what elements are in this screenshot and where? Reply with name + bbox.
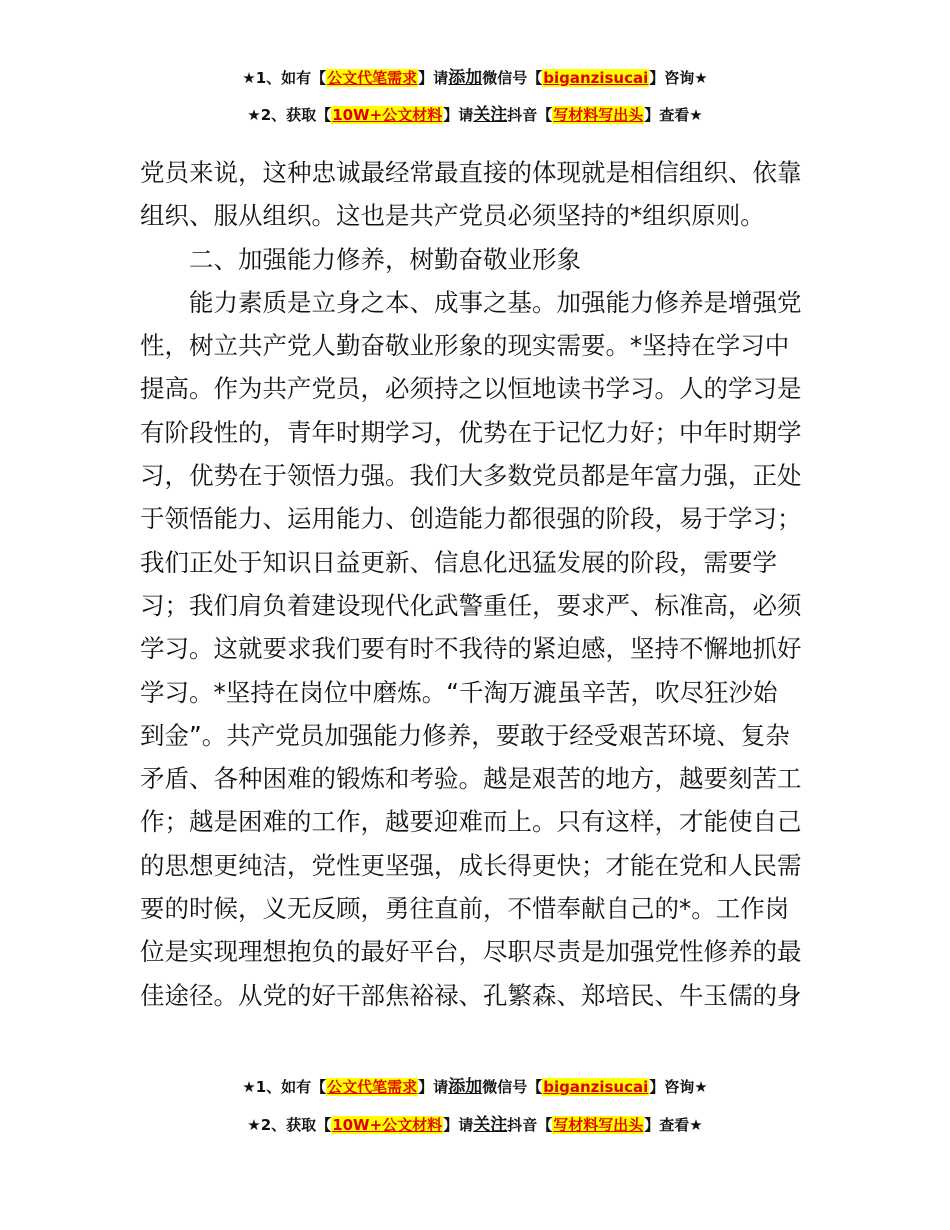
promo-highlight: 写材料写出头 [553,1116,644,1134]
text-line: 的思想更纯洁，党性更坚强，成长得更快；才能在党和人民需 [140,850,802,880]
promo-highlight: 写材料写出头 [553,106,644,124]
header-promo-line-1 [0,67,950,89]
promo-text: 微信号【 [482,69,543,87]
promo-text: 】查看★ [644,106,703,124]
promo-highlight: biganzisucai [543,1078,649,1096]
text-line: 习，优势在于领悟力强。我们大多数党员都是年富力强，正处 [140,461,802,491]
text-line: 位是实现理想抱负的最好平台，尽职尽责是加强党性修养的最 [140,937,802,967]
promo-text: 】咨询★ [649,69,708,87]
paragraph-continued [140,151,820,238]
text-line: 党员来说，这种忠诚最经常最直接的体现就是相信组织、依靠 [140,158,802,187]
promo-highlight: 10W+公文材料 [332,106,443,124]
promo-text: ★1、如有【 [242,69,327,87]
section-heading [140,238,820,281]
text-line: 我们正处于知识日益更新、信息化迅猛发展的阶段，需要学 [140,547,777,577]
promo-underlined: 关注 [473,1115,508,1135]
text-line: 性，树立共产党人勤奋敬业形象的现实需要。*坚持在学习中 [140,331,790,361]
promo-text: 微信号【 [482,1078,543,1096]
text-line: 习；我们肩负着建设现代化武警重任，要求严、标准高，必须 [140,590,802,620]
promo-text: ★2、获取【 [247,1116,332,1134]
promo-highlight: 公文代笔需求 [327,69,418,87]
promo-text: 】请 [443,106,474,124]
promo-highlight: biganzisucai [543,69,649,87]
promo-underlined: 关注 [473,105,508,125]
footer-promo-line-1 [0,1076,950,1098]
header-promo-line-2 [0,104,950,126]
promo-underlined: 添加 [448,68,483,88]
promo-text: 抖音【 [507,106,553,124]
text-line: 能力素质是立身之本、成事之基。加强能力修养是增强党 [189,287,802,317]
text-line: 于领悟能力、运用能力、创造能力都很强的阶段，易于学习； [140,504,802,534]
promo-text: 抖音【 [507,1116,553,1134]
promo-text: 】请 [418,69,449,87]
promo-highlight: 10W+公文材料 [332,1116,443,1134]
document-body [140,151,820,1017]
text-line: 佳途径。从党的好干部焦裕禄、孔繁森、郑培民、牛玉儒的身 [140,980,802,1010]
text-line: 作；越是困难的工作，越要迎难而上。只有这样，才能使自己 [140,807,802,837]
promo-text: 】请 [418,1078,449,1096]
text-line: 提高。作为共产党员，必须持之以恒地读书学习。人的学习是 [140,374,802,404]
promo-text: ★2、获取【 [247,106,332,124]
text-line: 矛盾、各种困难的锻炼和考验。越是艰苦的地方，越要刻苦工 [140,764,802,794]
paragraph [140,281,820,1017]
promo-underlined: 添加 [448,1077,483,1097]
text-line: 学习。*坚持在岗位中磨炼。“千淘万漉虽辛苦，吹尽狂沙始 [140,677,778,707]
promo-text: 】查看★ [644,1116,703,1134]
text-line: 组织、服从组织。这也是共产党员必须坚持的*组织原则。 [140,201,765,231]
promo-highlight: 公文代笔需求 [327,1078,418,1096]
promo-text: 】咨询★ [649,1078,708,1096]
text-line: 学习。这就要求我们要有时不我待的紧迫感，坚持不懈地抓好 [140,634,802,664]
text-line: 到金”。共产党员加强能力修养，要敢于经受艰苦环境、复杂 [140,720,790,750]
footer-promo-line-2 [0,1114,950,1136]
heading-text: 二、加强能力修养，树勤奋敬业形象 [189,244,581,274]
promo-text: ★1、如有【 [242,1078,327,1096]
text-line: 有阶段性的，青年时期学习，优势在于记忆力好；中年时期学 [140,417,802,447]
promo-text: 】请 [443,1116,474,1134]
text-line: 要的时候，义无反顾，勇往直前，不惜奉献自己的*。工作岗 [140,894,790,924]
